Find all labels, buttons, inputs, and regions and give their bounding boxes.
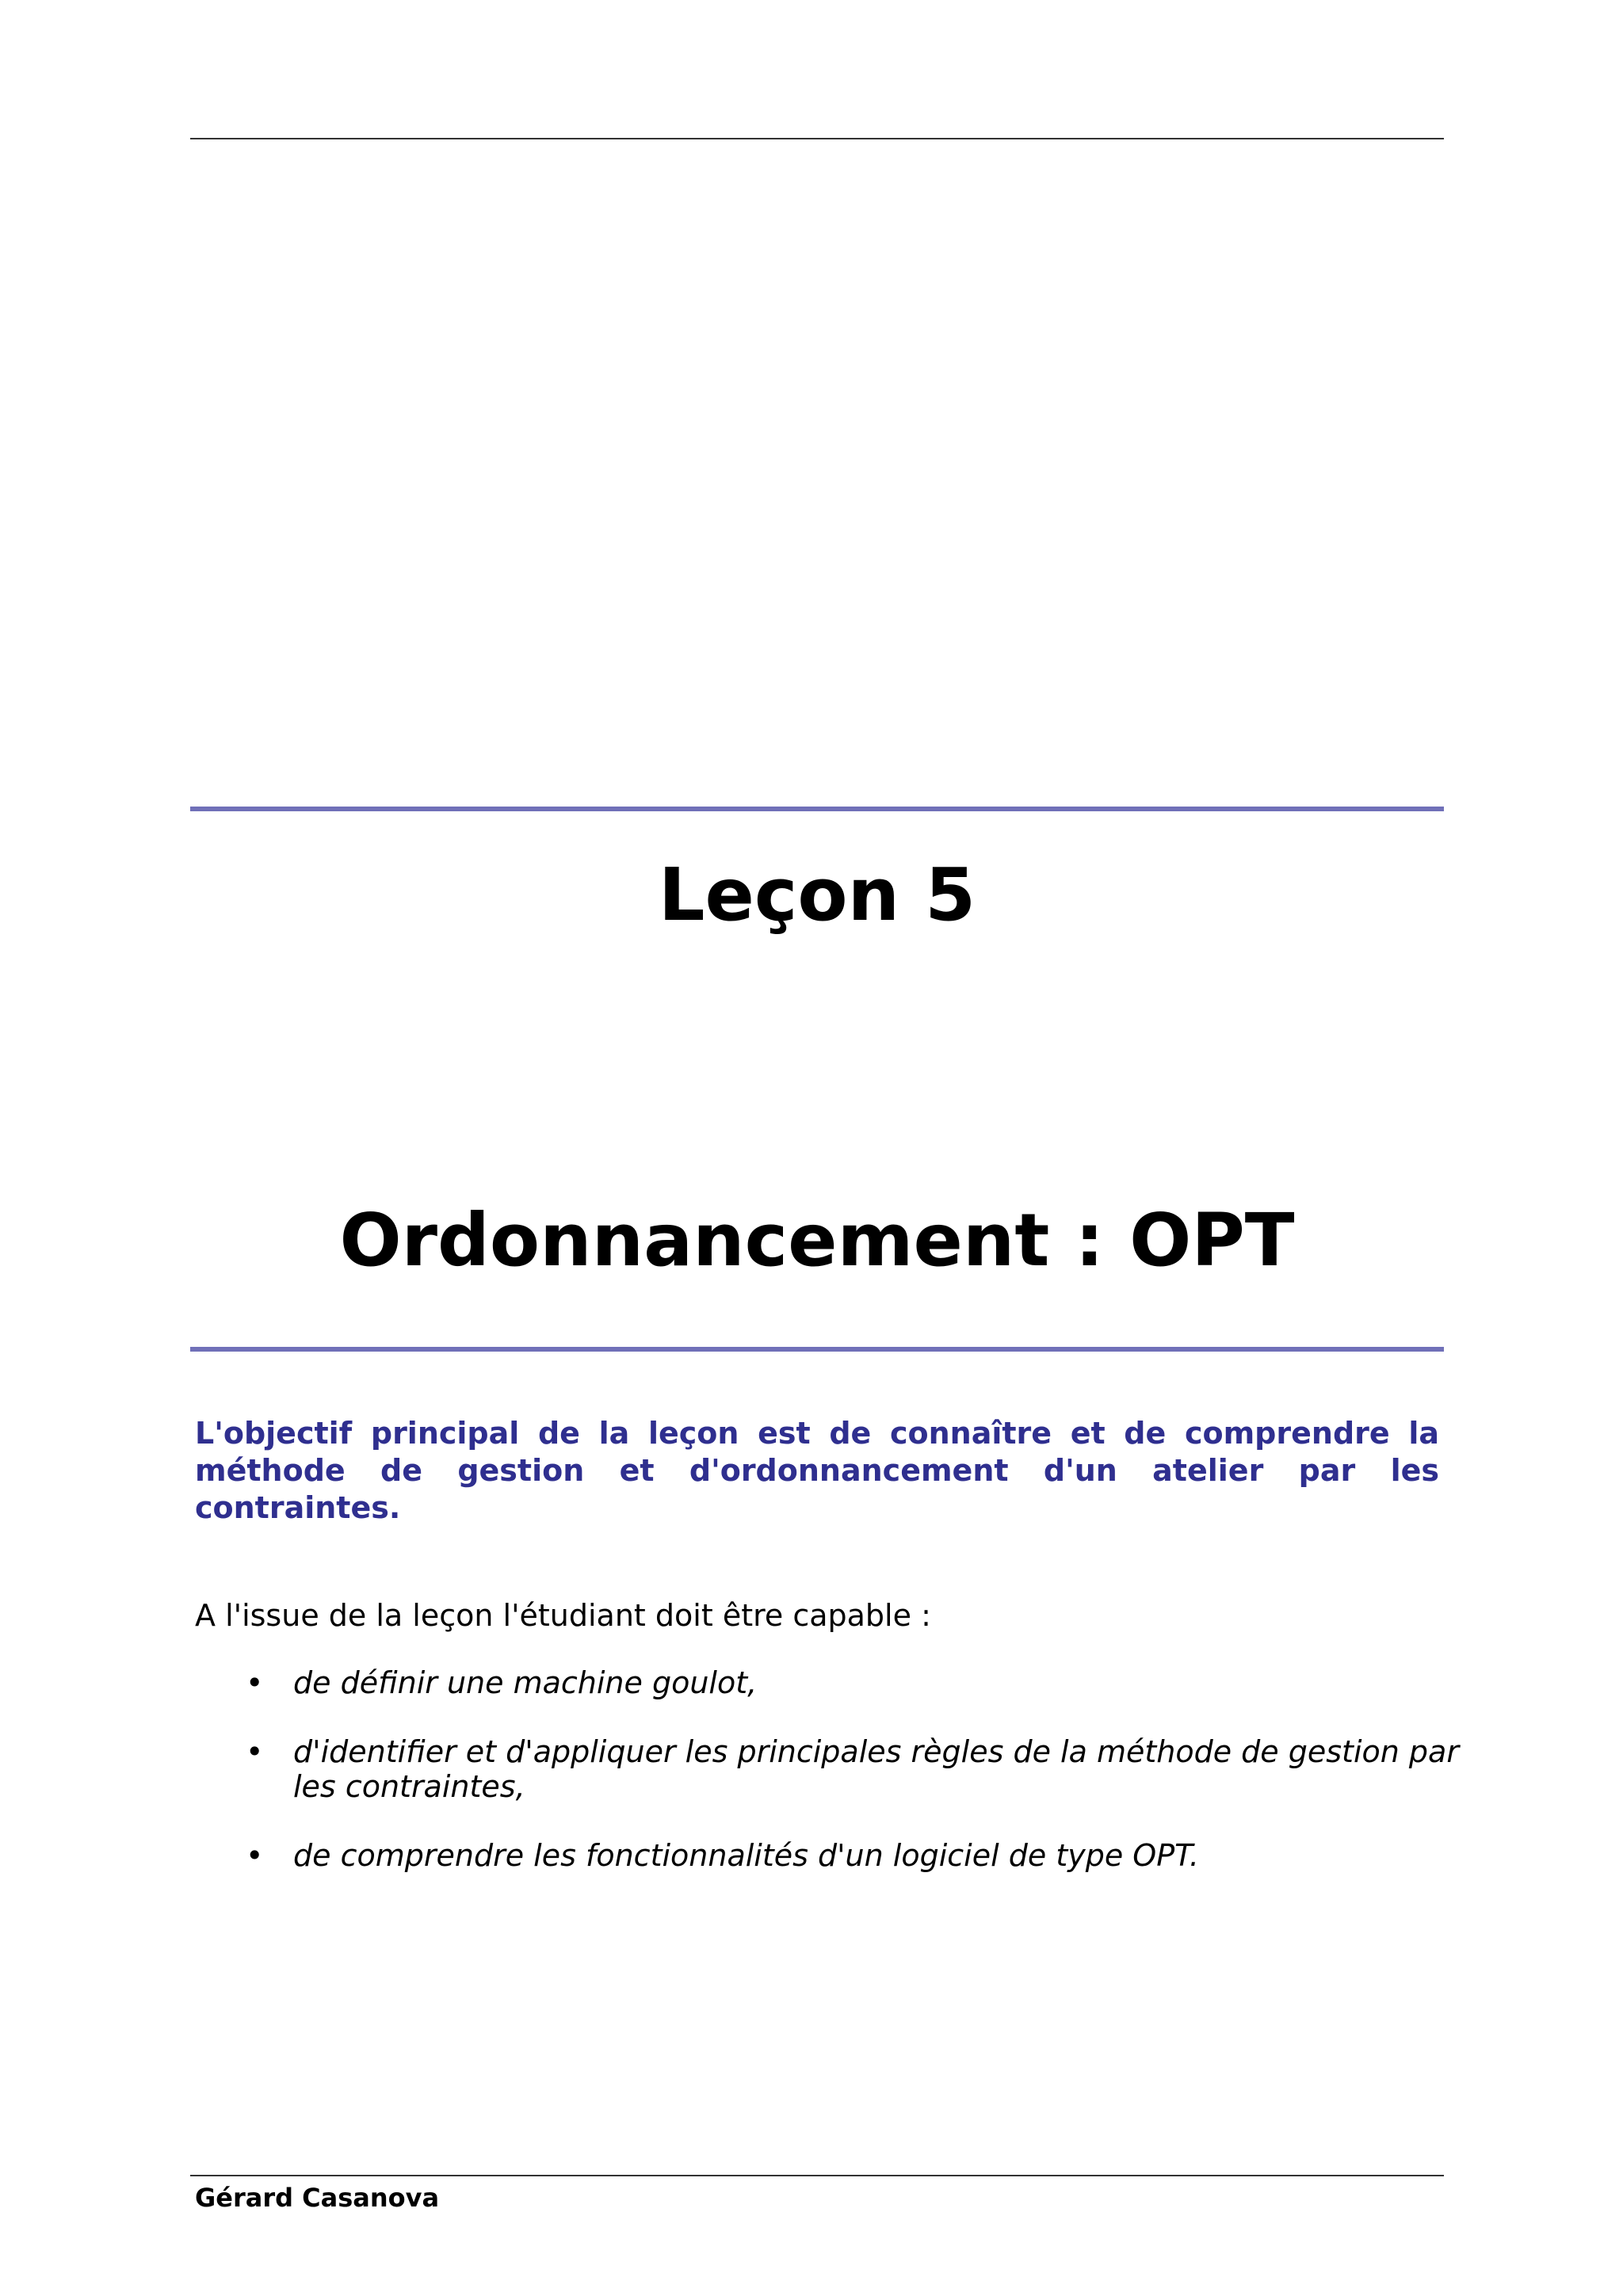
goal-item: • de définir une machine goulot,: [195, 1665, 1463, 1700]
goals-list: [195, 1665, 1463, 1907]
goal-item: • de comprendre les fonctionnalités d'un logiciel de type OPT.: [195, 1838, 1463, 1873]
footer-author: Gérard Casanova: [195, 2183, 440, 2213]
objective-paragraph: L'objectif principal de la leçon est de connaître et de comprendre la méthode de gestion et d'ordonnancement d'un atelier par les contraintes.: [195, 1416, 1439, 1525]
lesson-title: Ordonnancement : OPT: [339, 1198, 1295, 1283]
title-rule-lower: [190, 1347, 1444, 1352]
lesson-number: Leçon 5: [658, 852, 976, 937]
header-rule: [190, 138, 1444, 139]
goal-item: • d'identifier et d'appliquer les principales règles de la méthode de gestion par les contraintes,: [195, 1734, 1463, 1804]
footer-rule: [190, 2175, 1444, 2176]
title-rule-upper: [190, 807, 1444, 811]
intro-paragraph: A l'issue de la leçon l'étudiant doit être capable :: [195, 1598, 931, 1633]
